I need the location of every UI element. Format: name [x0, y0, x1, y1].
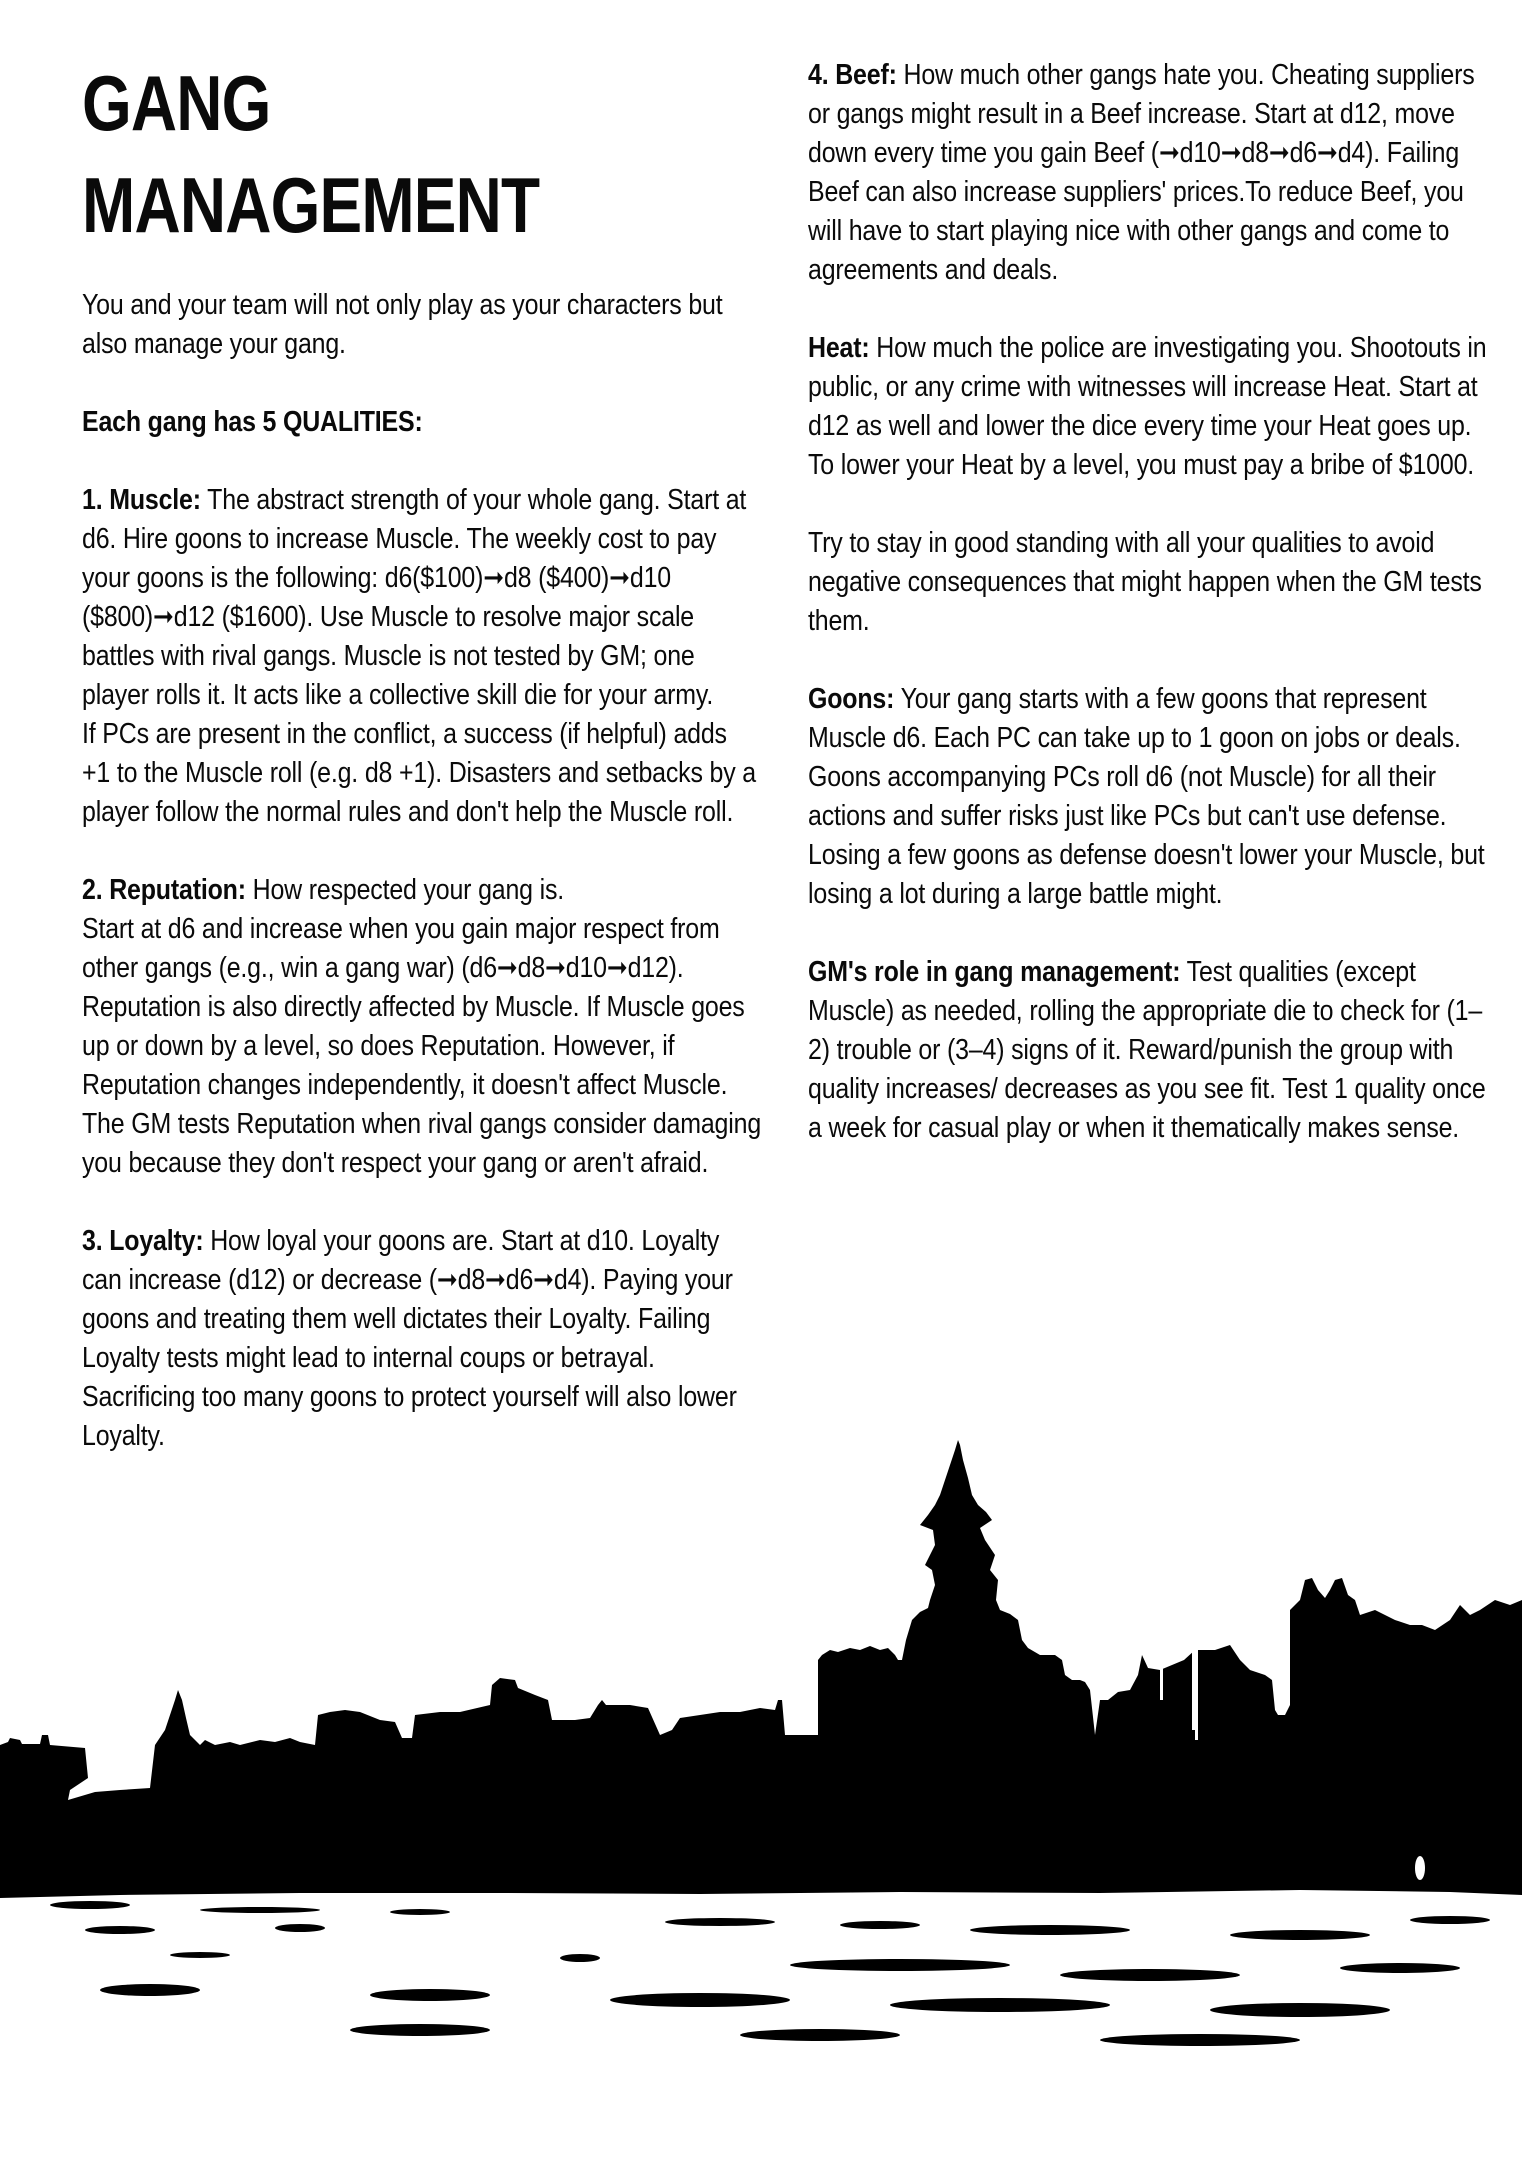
skyline-silhouette — [0, 1440, 1522, 1900]
goons-label: Goons: — [808, 683, 895, 715]
quality-reputation-label: 2. Reputation: — [82, 874, 246, 906]
left-column — [82, 0, 762, 1456]
title-line-1: GANG — [82, 59, 271, 147]
intro-paragraph: You and your team will not only play as your characters but also manage your gang. — [82, 289, 723, 360]
title-line-2: MANAGEMENT — [82, 161, 540, 249]
quality-muscle-text-2: If PCs are present in the conflict, a success (if helpful) adds +1 to the Muscle roll (e.g. d8 +1). Disasters and setbacks by a player follow the normal rules and don't help the Muscle roll. — [82, 718, 756, 828]
goons-section — [808, 680, 1500, 914]
right-column — [808, 0, 1498, 1148]
goons-text: Your gang starts with a few goons that represent Muscle d6. Each PC can take up to 1 goon on jobs or deals. Goons accompanying PCs roll d6 (not Muscle) for all their actions and suffer risks just like PCs but can't use defense. Losing a few goons as defense doesn't lower your Muscle, but losing a lot during a large battle might. — [808, 683, 1485, 910]
page-title — [82, 52, 705, 256]
water-reflection — [0, 1890, 1522, 2078]
quality-heat-text: How much the police are investigating you. Shootouts in public, or any crime with witnesses will increase Heat. Start at d12 as well and lower the dice every time your Heat goes up. To lower your Heat by a level, you must pay a bribe of $1000. — [808, 332, 1487, 481]
quality-loyalty — [82, 1222, 761, 1456]
quality-beef-label: 4. Beef: — [808, 59, 897, 91]
quality-muscle-text: The abstract strength of your whole gang. Start at d6. Hire goons to increase Muscle. The weekly cost to pay your goons is the following: d6($100)➞d8 ($400)➞d10 ($800)➞d12 ($1600). Use Muscle to resolve major scale battles with rival gangs. Muscle is not tested by GM; one player rolls it. It acts like a collective skill die for your army. — [82, 484, 747, 711]
quality-muscle-label: 1. Muscle: — [82, 484, 201, 516]
quality-muscle — [82, 481, 761, 832]
standing-note: Try to stay in good standing with all your qualities to avoid negative consequences that might happen when the GM tests them. — [808, 527, 1482, 637]
quality-reputation-text-2: Start at d6 and increase when you gain major respect from other gangs (e.g., win a gang war) (d6➞d8➞d10➞d12). Reputation is also directly affected by Muscle. If Muscle goes up or down by a level, so does Reputation. However, if Reputation changes independently, it doesn't affect Muscle. The GM tests Reputation when rival gangs consider damaging you because they don't respect your gang or aren't afraid. — [82, 913, 762, 1179]
quality-reputation-text: How respected your gang is. — [252, 874, 565, 906]
gm-role-text: Test qualities (except Muscle) as needed, rolling the appropriate die to check for (1– 2) trouble or (3–4) signs of it. Reward/punish the group with quality increases/ decreases as you see fit. Test 1 quality once a week for casual play or when it thematically makes sense. — [808, 956, 1486, 1144]
quality-beef-text: How much other gangs hate you. Cheating suppliers or gangs might result in a Beef increase. Start at d12, move down every time you gain Beef (➞d10➞d8➞d6➞d4). Failing Beef can also increase suppliers' prices.To reduce Beef, you will have to start playing nice with other gangs and come to agreements and deals. — [808, 59, 1475, 286]
quality-heat — [808, 329, 1500, 485]
qualities-heading: Each gang has 5 QUALITIES: — [82, 406, 423, 438]
gm-role-section — [808, 953, 1500, 1148]
quality-loyalty-text: How loyal your goons are. Start at d10. Loyalty can increase (d12) or decrease (➞d8➞d6➞d4). Paying your goons and treating them well dictates their Loyalty. Failing Loyalty tests might lead to internal coups or betrayal. Sacrificing too many goons to protect yourself will also lower Loyalty. — [82, 1225, 737, 1452]
gm-role-label: GM's role in gang management: — [808, 956, 1181, 988]
quality-reputation — [82, 871, 761, 1183]
quality-heat-label: Heat: — [808, 332, 870, 364]
quality-beef — [808, 56, 1500, 290]
quality-loyalty-label: 3. Loyalty: — [82, 1225, 204, 1257]
